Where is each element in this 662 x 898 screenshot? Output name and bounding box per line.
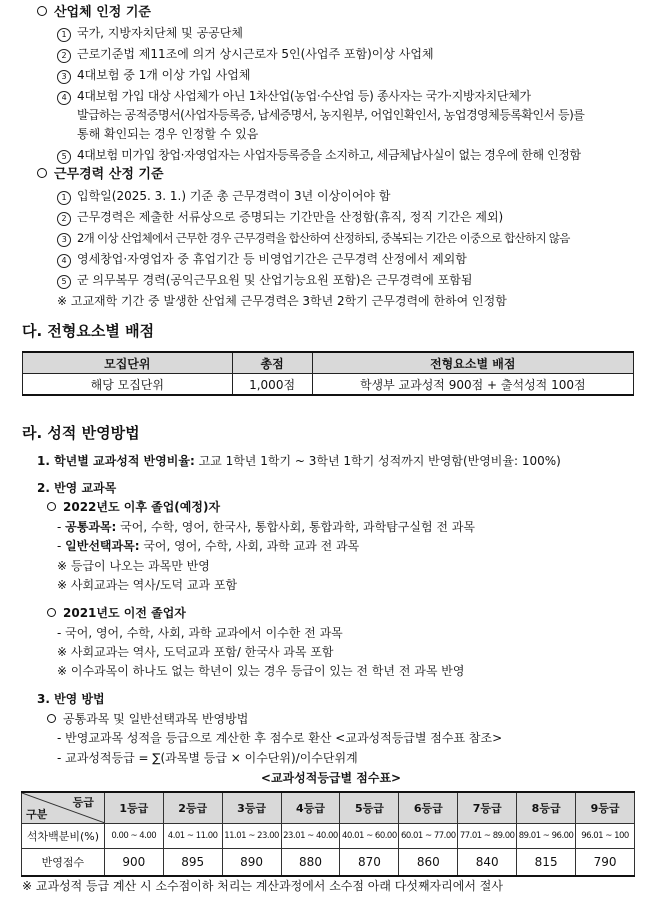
industry-item-1: 1 국가, 지방자치단체 및 공공단체	[57, 24, 243, 42]
hollow-circle-bullet-icon	[37, 6, 47, 16]
career-criteria-title: 근무경력 산정 기준	[37, 166, 164, 184]
cell-score: 880	[281, 849, 340, 877]
cell-score: 900	[104, 849, 163, 877]
header-grade: 7등급	[458, 792, 517, 824]
grad-2021-note-2: ※ 이수과목이 하나도 없는 학년이 있는 경우 등급이 있는 전 학년 전 과목 반영	[57, 664, 465, 678]
method-title: 공통과목 및 일반선택과목 반영방법	[47, 710, 248, 728]
table-row	[22, 849, 635, 877]
header-allocation: 전형요소별 배점	[312, 352, 633, 374]
industry-item-4-continued: 발급하는 공적증명서(사업자등록증, 납세증명서, 농지원부, 어업인확인서, 농업경영체등록확인서 등)를	[77, 108, 585, 122]
cell-total: 1,000점	[232, 374, 312, 396]
circled-number-icon: 1	[57, 191, 71, 205]
cell-score: 840	[458, 849, 517, 877]
grad-2022-note-2: ※ 사회교과는 역사/도덕 교과 포함	[57, 578, 238, 592]
grad-2022-title: 2022년도 이후 졸업(예정)자	[47, 498, 220, 516]
cell-percentile: 23.01 ~ 40.00	[281, 824, 340, 849]
header-grade: 1등급	[104, 792, 163, 824]
cell-score: 890	[222, 849, 281, 877]
career-item-1: 1 입학일(2025. 3. 1.) 기준 총 근무경력이 3년 이상이어야 함	[57, 187, 390, 205]
hollow-circle-bullet-icon	[47, 714, 56, 723]
cell-percentile: 96.01 ~ 100	[576, 824, 635, 849]
career-item-4: 4 영세창업·자영업자 중 휴업기간 등 비영업기간은 근무경력 산정에서 제외함	[57, 250, 467, 268]
career-item-3: 3 2개 이상 산업체에서 근무한 경우 근무경력을 합산하여 산정하되, 중복되는 기간은 이중으로 합산하지 않음	[57, 229, 570, 247]
circled-number-icon: 5	[57, 275, 71, 289]
cell-score: 895	[163, 849, 222, 877]
table-row	[23, 374, 634, 396]
cell-score: 870	[340, 849, 399, 877]
grade-footnote: ※ 교과성적 등급 계산 시 소수점이하 처리는 계산과정에서 소수점 아래 다섯째자리에서 절사	[22, 879, 503, 893]
header-grade: 2등급	[163, 792, 222, 824]
circled-number-icon: 5	[57, 150, 71, 164]
industry-item-4-continued-2: 통해 확인되는 경우 인정할 수 있음	[77, 127, 259, 141]
industry-item-2: 2 근로기준법 제11조에 의거 상시근로자 5인(사업주 포함)이상 사업체	[57, 45, 434, 63]
cell-score: 860	[399, 849, 458, 877]
method-heading: 3. 반영 방법	[37, 692, 105, 706]
ratio-line: 1. 학년별 교과성적 반영비율: 고교 1학년 1학기 ~ 3학년 1학기 성적까지 반영함(반영비율: 100%)	[37, 454, 561, 468]
industry-item-3: 3 4대보험 중 1개 이상 가입 사업체	[57, 66, 250, 84]
circled-number-icon: 2	[57, 49, 71, 63]
circled-number-icon: 1	[57, 28, 71, 42]
grad-2022-note-1: ※ 등급이 나오는 과목만 반영	[57, 559, 210, 573]
corner-label-category: 구분	[26, 808, 48, 821]
cell-recruit-unit: 해당 모집단위	[23, 374, 233, 396]
cell-score: 790	[576, 849, 635, 877]
score-allocation-table	[22, 351, 634, 396]
row-label-score: 반영점수	[22, 849, 105, 877]
grad-2022-common: - 공통과목: 국어, 수학, 영어, 한국사, 통합사회, 통합과학, 과학탐구실험 전 과목	[57, 520, 475, 534]
cell-percentile: 89.01 ~ 96.00	[517, 824, 576, 849]
career-item-5: 5 군 의무복무 경력(공익근무요원 및 산업기능요원 포함)은 근무경력에 포함됨	[57, 271, 472, 289]
industry-item-4: 4 4대보험 가입 대상 사업체가 아닌 1차산업(농업·수산업 등) 종사자는 국가·지방자치단체가	[57, 87, 531, 105]
header-grade: 4등급	[281, 792, 340, 824]
header-total: 총점	[232, 352, 312, 374]
table-row	[22, 824, 635, 849]
grad-2021-note-1: ※ 사회교과는 역사, 도덕교과 포함/ 한국사 과목 포함	[57, 645, 334, 659]
circled-number-icon: 3	[57, 70, 71, 84]
cell-percentile: 11.01 ~ 23.00	[222, 824, 281, 849]
hollow-circle-bullet-icon	[47, 608, 56, 617]
table-header-row	[23, 352, 634, 374]
table-header-row	[22, 792, 635, 824]
corner-label-grade: 등급	[72, 796, 94, 809]
grade-table-caption: <교과성적등급별 점수표>	[260, 771, 402, 785]
cell-percentile: 4.01 ~ 11.00	[163, 824, 222, 849]
subjects-heading: 2. 반영 교과목	[37, 481, 117, 495]
cell-score: 815	[517, 849, 576, 877]
method-line-1: - 반영교과목 성적을 등급으로 계산한 후 점수로 환산 <교과성적등급별 점수표 참조>	[57, 731, 503, 745]
cell-percentile: 60.01 ~ 77.00	[399, 824, 458, 849]
method-line-2: - 교과성적등급 = ∑(과목별 등급 × 이수단위)/이수단위계	[57, 751, 358, 765]
industry-item-5: 5 4대보험 미가입 창업·자영업자는 사업자등록증을 소지하고, 세금체납사실이 없는 경우에 한해 인정함	[57, 146, 581, 164]
header-grade: 5등급	[340, 792, 399, 824]
section-ra-heading: 라. 성적 반영방법	[22, 424, 140, 442]
grad-2022-elective: - 일반선택과목: 국어, 영어, 수학, 사회, 과학 교과 전 과목	[57, 539, 360, 553]
career-item-2: 2 근무경력은 제출한 서류상으로 증명되는 기간만을 산정함(휴직, 정직 기간은 제외)	[57, 208, 503, 226]
grade-score-table	[21, 791, 635, 877]
career-note: ※ 고교재학 기간 중 발생한 산업체 근무경력은 3학년 2학기 근무경력에 한하여 인정함	[57, 294, 507, 308]
cell-allocation: 학생부 교과성적 900점 + 출석성적 100점	[312, 374, 633, 396]
hollow-circle-bullet-icon	[37, 168, 47, 178]
circled-number-icon: 4	[57, 91, 71, 105]
circled-number-icon: 3	[57, 233, 71, 247]
cell-percentile: 0.00 ~ 4.00	[104, 824, 163, 849]
cell-percentile: 40.01 ~ 60.00	[340, 824, 399, 849]
header-grade: 3등급	[222, 792, 281, 824]
section-da-heading: 다. 전형요소별 배점	[22, 322, 155, 340]
header-grade: 8등급	[517, 792, 576, 824]
row-label-percentile: 석차백분비(%)	[22, 824, 105, 849]
industry-criteria-title: 산업체 인정 기준	[37, 4, 151, 22]
circled-number-icon: 4	[57, 254, 71, 268]
cell-percentile: 77.01 ~ 89.00	[458, 824, 517, 849]
header-corner-cell	[22, 792, 105, 824]
header-recruit-unit: 모집단위	[23, 352, 233, 374]
grad-2021-title: 2021년도 이전 졸업자	[47, 604, 186, 622]
hollow-circle-bullet-icon	[47, 502, 56, 511]
header-grade: 9등급	[576, 792, 635, 824]
header-grade: 6등급	[399, 792, 458, 824]
grad-2021-line: - 국어, 영어, 수학, 사회, 과학 교과에서 이수한 전 과목	[57, 626, 343, 640]
circled-number-icon: 2	[57, 212, 71, 226]
